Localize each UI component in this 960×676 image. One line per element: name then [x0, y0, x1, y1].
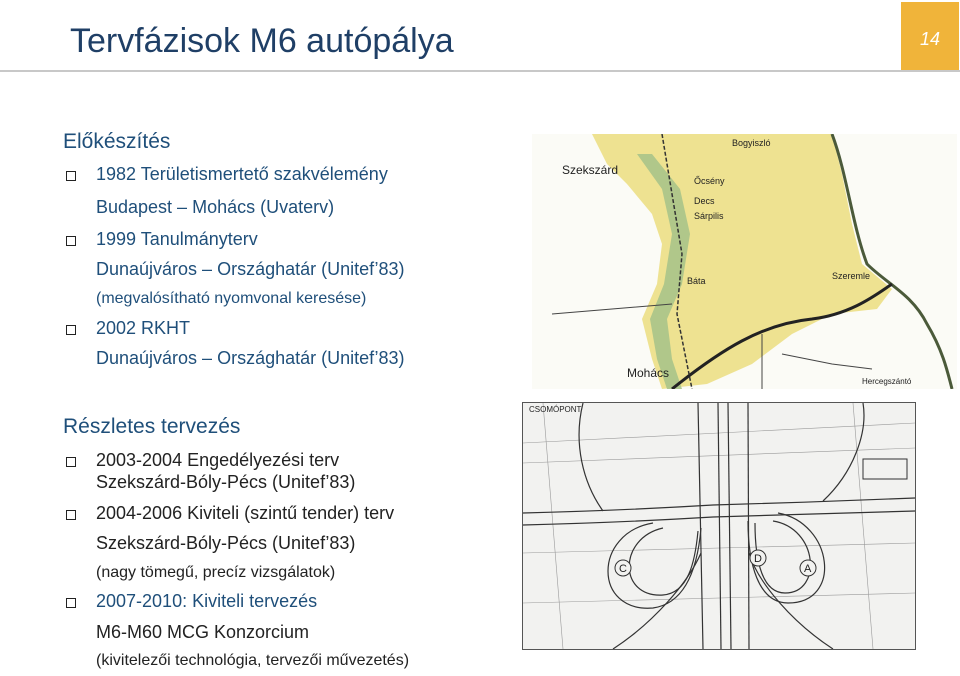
list-item-detail: M6-M60 MCG Konzorcium [96, 622, 310, 642]
list-item-detail: Budapest – Mohács (Uvaterv) [96, 197, 335, 217]
section-heading-elokeszites: Előkészítés [63, 130, 171, 153]
list-item: 1999 Tanulmányterv [96, 229, 258, 249]
list-item-note: (megvalósítható nyomvonal keresése) [96, 290, 367, 307]
map-label-szeremle: Szeremle [832, 271, 871, 281]
list-item-detail: Dunaújváros – Országhatár (Unitef’83) [96, 348, 405, 368]
bullet-icon [66, 236, 76, 246]
plan-loop-label-c: C [619, 563, 627, 575]
list-item: 2003-2004 Engedélyezési terv [96, 450, 340, 470]
bullet-icon [66, 510, 76, 520]
title-rule [0, 70, 960, 72]
bullet-icon [66, 598, 76, 608]
list-item-note: (kivitelezői technológia, tervezői művezetés) [96, 652, 410, 669]
map-label-ocseny: Őcsény [694, 176, 725, 186]
list-item: 2007-2010: Kiviteli tervezés [96, 591, 318, 611]
bullet-icon [66, 171, 76, 181]
list-item-note: (nagy tömegű, precíz vizsgálatok) [96, 564, 336, 581]
plan-loop-label-a: A [804, 563, 812, 575]
page-number: 14 [919, 29, 941, 49]
bullet-icon [66, 457, 76, 467]
list-item: 1982 Területismertető szakvélemény [96, 164, 388, 184]
page-number-box [901, 2, 959, 72]
list-item: 2004-2006 Kiviteli (szintű tender) terv [96, 503, 395, 523]
list-item-detail: Szekszárd-Bóly-Pécs (Unitef’83) [96, 533, 356, 553]
map-label-mohacs: Mohács [627, 366, 670, 380]
bullet-icon [66, 325, 76, 335]
list-item-detail: Szekszárd-Bóly-Pécs (Unitef’83) [96, 472, 356, 492]
map-label-sarpilis: Sárpilis [694, 211, 724, 221]
list-item-detail: Dunaújváros – Országhatár (Unitef’83) [96, 259, 405, 279]
plan-loop-label-d: D [754, 553, 762, 565]
map-label-decs: Decs [694, 196, 715, 206]
map-label-bogyiszlo: Bogyiszló [732, 138, 771, 148]
map-label-bata: Báta [687, 276, 706, 286]
route-map-image [532, 134, 957, 389]
section-heading-reszletes: Részletes tervezés [63, 415, 241, 438]
plan-header: CSOMÓPONT [529, 405, 582, 414]
map-label-szekszard: Szekszárd [562, 163, 619, 177]
interchange-plan-image [522, 402, 916, 650]
list-item: 2002 RKHT [96, 318, 191, 338]
slide-title: Tervfázisok M6 autópálya [70, 22, 454, 60]
map-label-hercegszanto: Hercegszántó [862, 377, 912, 386]
